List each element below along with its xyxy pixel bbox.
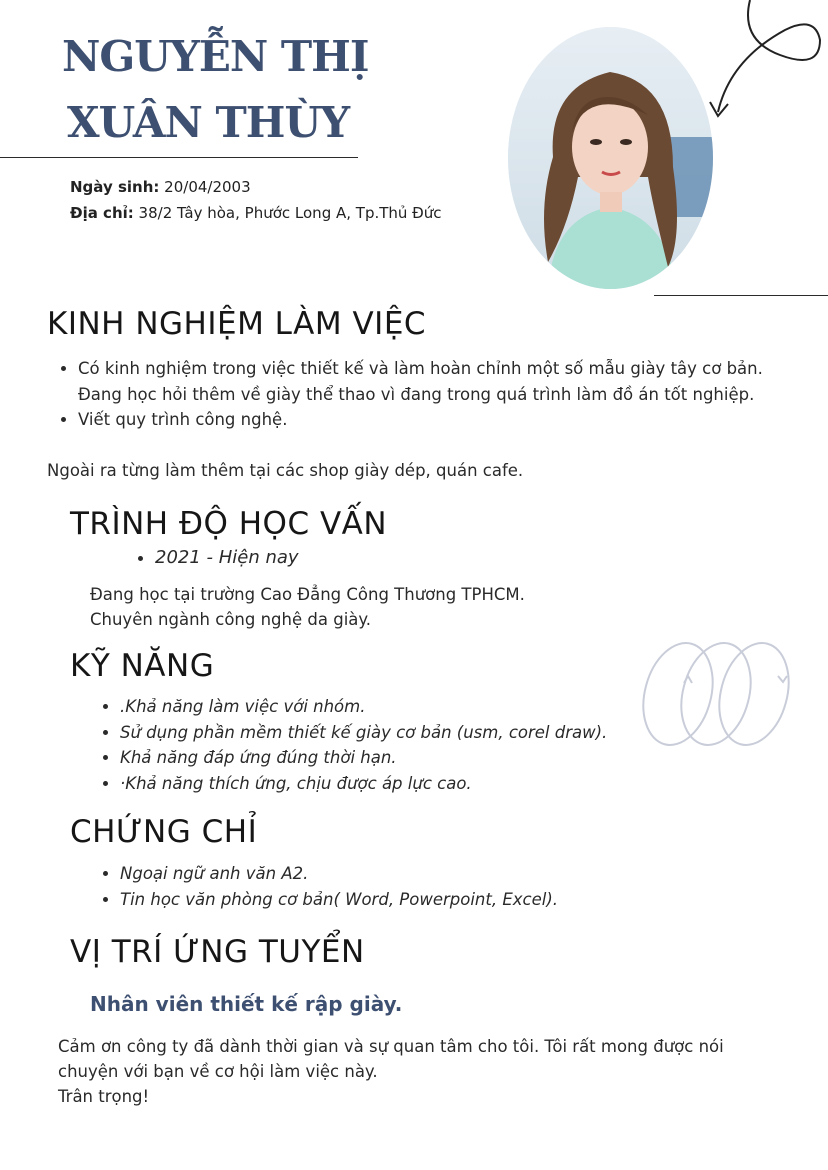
photo-divider xyxy=(654,295,828,296)
experience-list xyxy=(78,356,798,433)
certificate-item: • Tin học văn phòng cơ bản( Word, Powerpoint, Excel). xyxy=(120,887,680,913)
certificates-heading: CHỨNG CHỈ xyxy=(70,814,258,850)
experience-item: • Viết quy trình công nghệ. xyxy=(78,407,798,433)
skill-item: • Sử dụng phần mềm thiết kế giày cơ bản (usm, corel draw). xyxy=(120,720,680,746)
skill-item: • .Khả năng làm việc với nhóm. xyxy=(120,694,680,720)
position-title: Nhân viên thiết kế rập giày. xyxy=(90,992,403,1016)
name-divider xyxy=(0,157,358,158)
birth-row xyxy=(70,174,251,200)
education-period: • 2021 - Hiện nay xyxy=(155,545,299,571)
name-line-2: XUÂN THÙY xyxy=(67,98,350,147)
experience-note: Ngoài ra từng làm thêm tại các shop giày dép, quán cafe. xyxy=(47,461,524,480)
experience-item: • Có kinh nghiệm trong việc thiết kế và làm hoàn chỉnh một số mẫu giày tây cơ bản. Đang học hỏi thêm về giày thể thao vì đang trong quá trình làm đồ án tốt nghiệp. xyxy=(78,356,798,407)
skills-heading: KỸ NĂNG xyxy=(70,648,215,684)
address-value: 38/2 Tây hòa, Phước Long A, Tp.Thủ Đức xyxy=(138,204,442,222)
position-heading: VỊ TRÍ ỨNG TUYỂN xyxy=(70,934,365,970)
birth-value: 20/04/2003 xyxy=(164,178,251,196)
name-line-1: NGUYỄN THỊ xyxy=(62,32,369,81)
education-line-2: Chuyên ngành công nghệ da giày. xyxy=(90,610,372,629)
curved-arrow-icon xyxy=(690,0,828,130)
closing-line-2: chuyện với bạn về cơ hội làm việc này. xyxy=(58,1062,378,1081)
skills-list xyxy=(120,694,680,796)
education-heading: TRÌNH ĐỘ HỌC VẤN xyxy=(70,506,388,542)
experience-heading: KINH NGHIỆM LÀM VIỆC xyxy=(47,306,427,342)
closing-line-3: Trân trọng! xyxy=(58,1087,150,1106)
skill-item: • Khả năng đáp ứng đúng thời hạn. xyxy=(120,745,680,771)
closing-line-1: Cảm ơn công ty đã dành thời gian và sự quan tâm cho tôi. Tôi rất mong được nói xyxy=(58,1037,724,1056)
portrait-photo xyxy=(508,27,713,289)
certificate-item: • Ngoại ngữ anh văn A2. xyxy=(120,861,680,887)
education-list xyxy=(155,545,299,571)
skill-item: • ·Khả năng thích ứng, chịu được áp lực cao. xyxy=(120,771,680,797)
certificates-list xyxy=(120,861,680,912)
education-line-1: Đang học tại trường Cao Đẳng Công Thương TPHCM. xyxy=(90,585,525,604)
address-row xyxy=(70,200,442,226)
birth-label: Ngày sinh: xyxy=(70,178,160,196)
address-label: Địa chỉ: xyxy=(70,204,134,222)
